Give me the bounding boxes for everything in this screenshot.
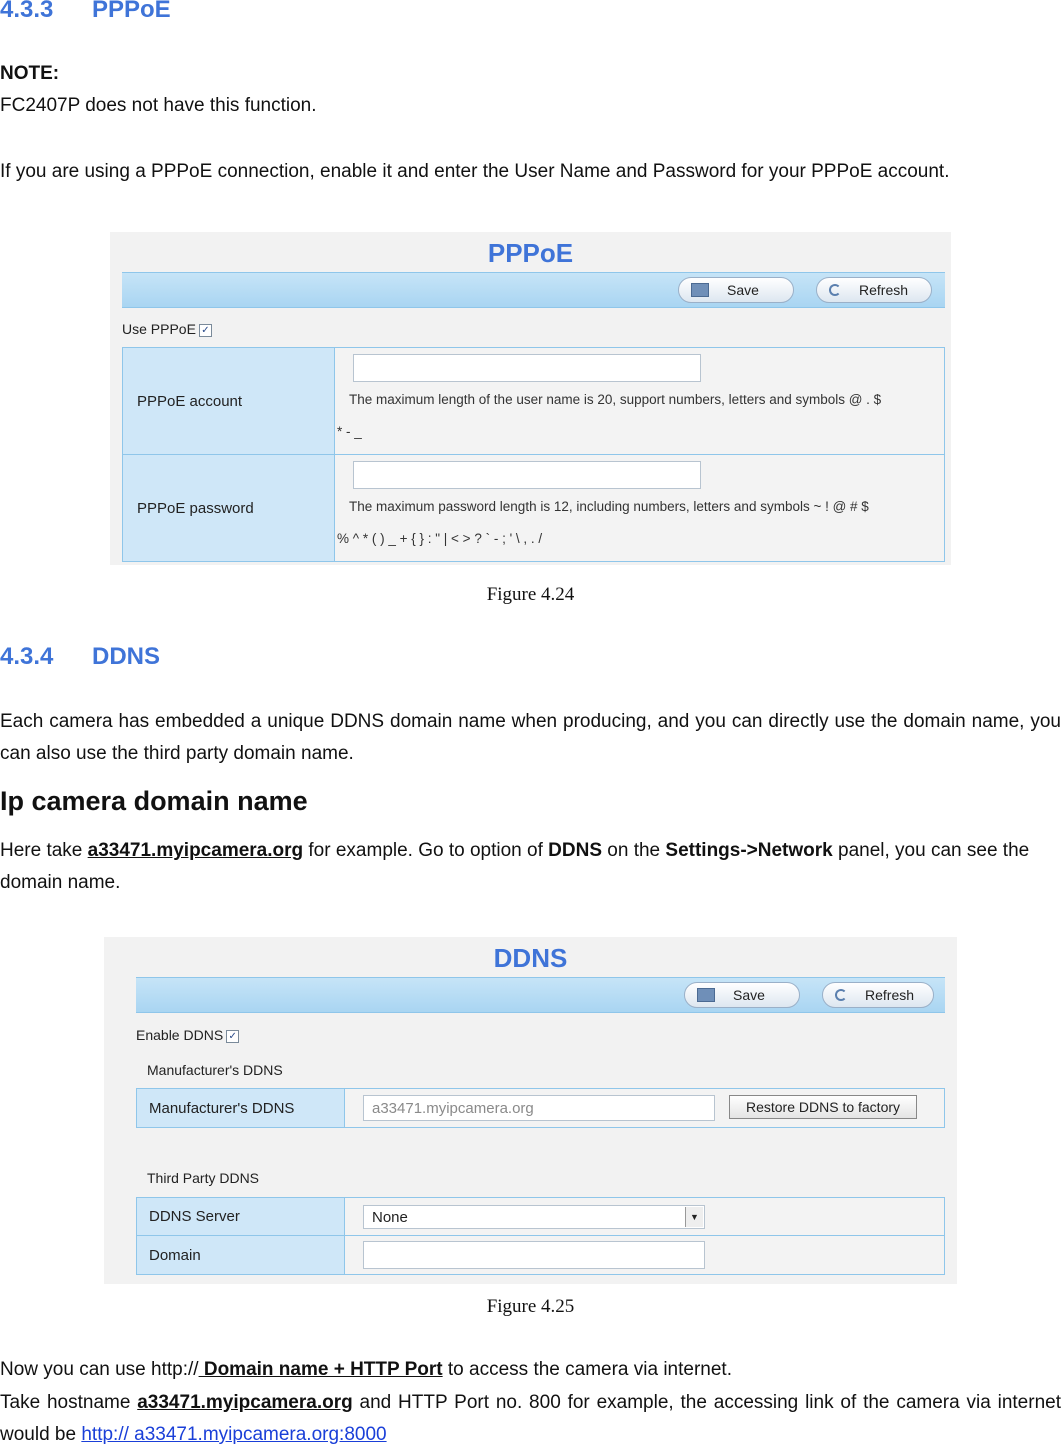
camera-access-link[interactable]: http:// a33471.myipcamera.org:8000 [81,1424,387,1445]
save-button[interactable] [684,982,800,1008]
pppoe-panel-title: PPPoE [487,238,574,268]
ddns-server-select[interactable] [363,1205,705,1229]
use-pppoe-label: Use PPPoE [122,321,196,337]
save-button-label: Save [727,282,759,298]
save-icon [691,283,709,297]
pppoe-intro-paragraph: If you are using a PPPoE connection, enable it and enter the User Name and Password for your PPPoE account. [0,161,950,182]
domain-row [137,1236,944,1274]
ddns-para-settings: Settings->Network [665,840,833,861]
pppoe-password-hint-cont: % ^ * ( ) _ + { } : " | < > ? ` - ; ' \ , . / [337,531,543,546]
refresh-button[interactable] [816,277,932,303]
refresh-icon [829,284,841,296]
restore-ddns-button[interactable]: Restore DDNS to factory [729,1095,917,1119]
ipcam-domain-heading: Ip camera domain name [0,786,308,816]
pppoe-account-label: PPPoE account [123,348,335,454]
ddns-para-text-3: on the [602,840,666,861]
pppoe-password-label: PPPoE password [123,455,335,561]
access-take-1: Take hostname [0,1392,138,1413]
domain-input[interactable] [363,1241,705,1269]
enable-ddns-row [136,1027,239,1043]
enable-ddns-checkbox[interactable]: ✓ [226,1030,239,1043]
pppoe-account-hint: The maximum length of the user name is 20, support numbers, letters and symbols @ . $ [349,392,882,407]
section-heading-ddns [0,643,160,671]
use-pppoe-row [122,321,212,337]
ddns-screenshot [104,937,957,1284]
manufacturer-ddns-table [136,1088,945,1128]
access-text-2: to access the camera via internet. [442,1359,732,1380]
access-take-2: and HTTP Port no. 800 for example, the accessing link of the camera via internet would be [0,1392,1061,1445]
pppoe-password-hint: The maximum password length is 12, including numbers, letters and symbols ~ ! @ # $ [349,499,869,514]
pppoe-account-input[interactable] [353,354,701,382]
save-icon [697,988,715,1002]
save-button-label: Save [733,987,765,1003]
pppoe-password-input[interactable] [353,461,701,489]
pppoe-form-table [122,347,945,562]
ddns-para-text-1: Here take [0,840,88,861]
ddns-toolbar [136,977,945,1013]
ddns-example-paragraph [0,835,1061,899]
ddns-para-domain: a33471.myipcamera.org [87,840,304,861]
access-text-1: Now you can use http:// [0,1359,199,1380]
ddns-intro-paragraph: Each camera has embedded a unique DDNS domain name when producing, and you can directly use the domain name, you can also use the third party domain name. [0,711,1061,764]
manufacturer-ddns-input[interactable]: a33471.myipcamera.org [363,1095,715,1121]
section-number: 4.3.3 [0,0,54,23]
third-party-ddns-table [136,1197,945,1275]
ddns-server-row [137,1198,944,1236]
refresh-button-label: Refresh [865,987,915,1003]
ddns-para-text-4: panel, you can see the domain name. [0,840,1030,893]
pppoe-account-hint-cont: * - _ [337,424,362,439]
manufacturer-ddns-label: Manufacturer's DDNS [137,1089,345,1127]
pppoe-screenshot [110,232,951,565]
figure-4-25-caption: Figure 4.25 [486,1296,575,1317]
pppoe-password-row [123,455,944,561]
section-number: 4.3.4 [0,643,54,670]
ddns-para-ddns: DDNS [548,840,602,861]
third-party-ddns-section-label: Third Party DDNS [147,1170,260,1186]
note-text: FC2407P does not have this function. [0,95,317,116]
use-pppoe-checkbox[interactable]: ✓ [199,324,212,337]
refresh-button[interactable] [822,982,934,1008]
manufacturer-ddns-section-label: Manufacturer's DDNS [147,1062,283,1078]
pppoe-account-row [123,348,944,455]
refresh-icon [835,989,847,1001]
note-label: NOTE: [0,63,60,84]
ddns-server-label: DDNS Server [137,1198,345,1235]
chevron-down-icon[interactable]: ▼ [685,1207,703,1227]
access-paragraph [0,1387,1061,1451]
pppoe-toolbar [122,272,945,308]
refresh-button-label: Refresh [859,282,909,298]
access-placeholder: Domain name + HTTP Port [198,1359,443,1380]
ddns-para-text-2: for example. Go to option of [303,840,549,861]
ddns-panel-title: DDNS [493,943,568,973]
figure-4-24-caption: Figure 4.24 [486,584,575,605]
section-heading-pppoe [0,0,171,24]
section-title: DDNS [92,643,161,670]
domain-label: Domain [137,1236,345,1274]
section-title: PPPoE [92,0,171,23]
ddns-server-value: None [372,1208,408,1226]
save-button[interactable] [678,277,794,303]
enable-ddns-label: Enable DDNS [136,1027,224,1043]
access-take-domain: a33471.myipcamera.org [137,1392,353,1413]
manufacturer-ddns-row [137,1089,944,1127]
access-line-1 [0,1354,1061,1386]
